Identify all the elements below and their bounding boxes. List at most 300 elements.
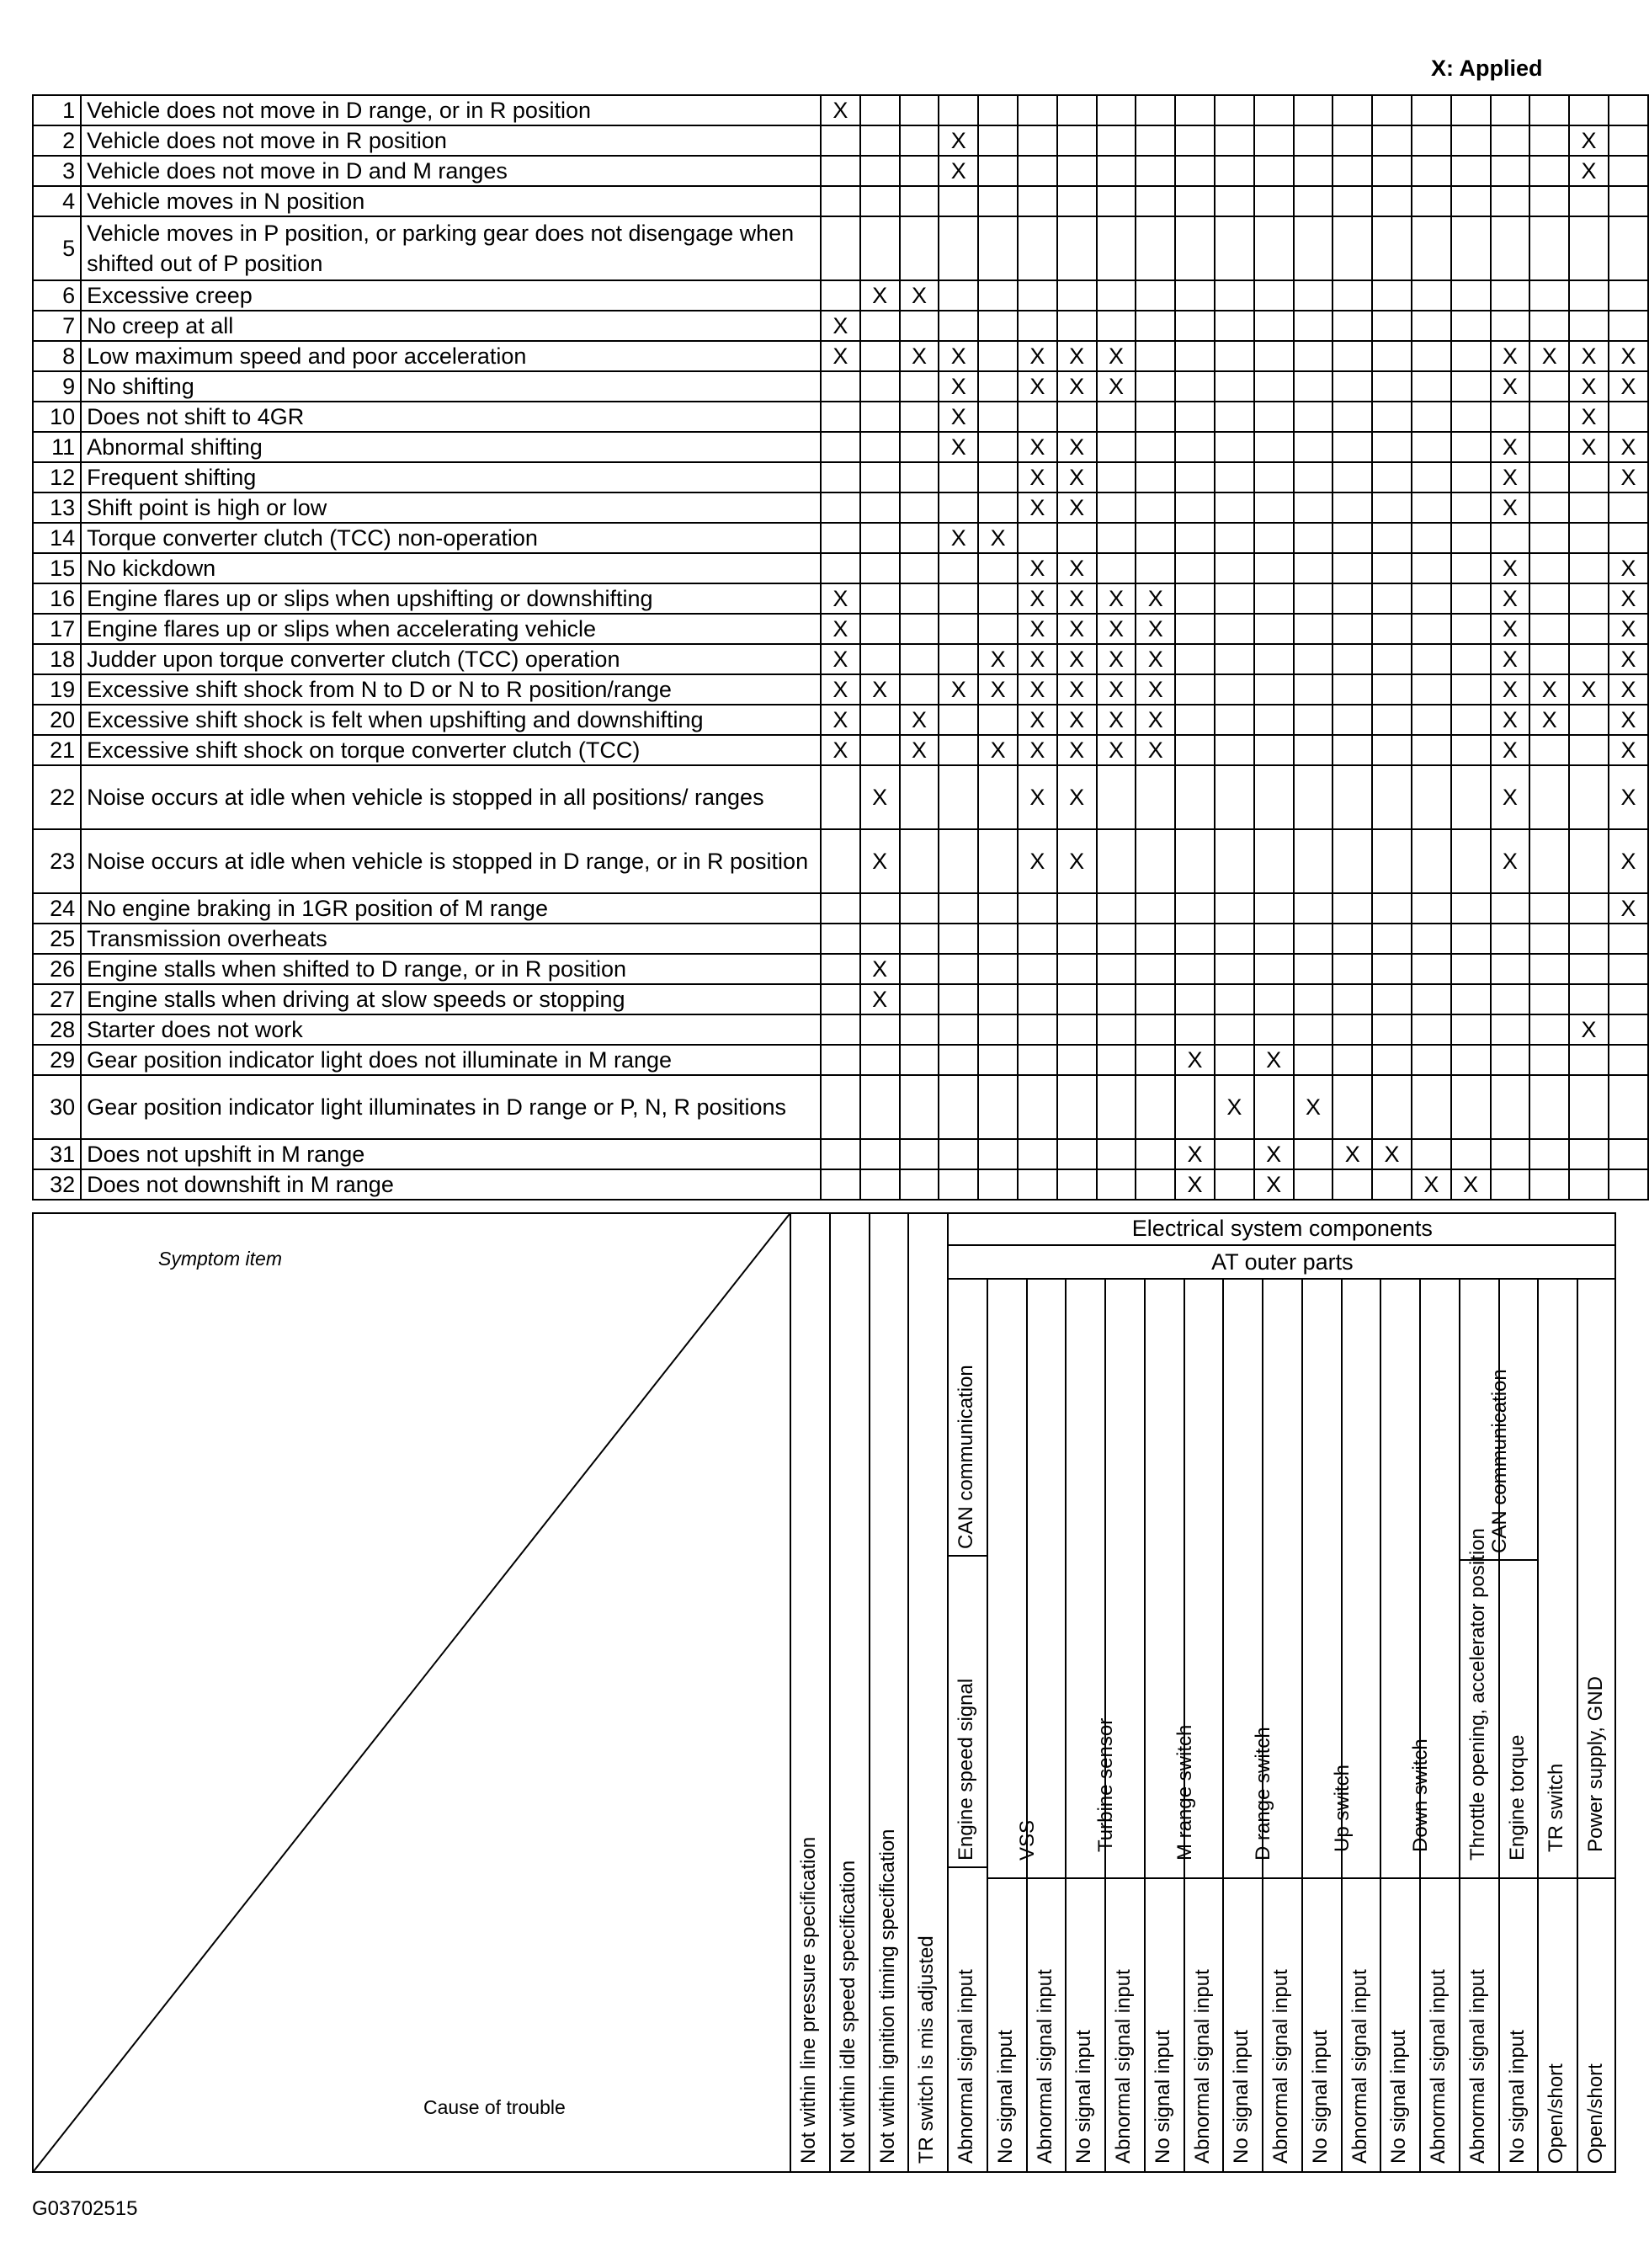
mark-cell: X xyxy=(1609,553,1648,583)
mark-cell xyxy=(1215,371,1254,402)
mark-cell xyxy=(1332,432,1372,462)
mark-cell xyxy=(900,492,939,523)
mark-cell xyxy=(1215,1045,1254,1075)
mark-cell xyxy=(1136,1075,1175,1139)
mark-cell xyxy=(1412,984,1451,1014)
mark-cell xyxy=(900,893,939,924)
mark-cell: X xyxy=(1136,705,1175,735)
mark-cell xyxy=(860,553,900,583)
mark-cell: X xyxy=(1609,674,1648,705)
mark-cell xyxy=(1372,674,1412,705)
mark-cell: X xyxy=(821,644,860,674)
column-divider xyxy=(1026,1280,1028,2173)
mark-cell: X xyxy=(1018,705,1057,735)
mark-cell: X xyxy=(1018,462,1057,492)
row-number: 32 xyxy=(33,1169,81,1200)
col-sub-no-signal-label: No signal input xyxy=(993,2030,1017,2164)
mark-cell: X xyxy=(1569,674,1609,705)
mark-cell xyxy=(1057,1169,1097,1200)
mark-cell: X xyxy=(1057,341,1097,371)
mark-cell xyxy=(1412,432,1451,462)
mark-cell xyxy=(1529,984,1569,1014)
mark-cell xyxy=(860,156,900,186)
mark-cell xyxy=(1215,735,1254,765)
row-number: 27 xyxy=(33,984,81,1014)
table-row xyxy=(33,432,1648,462)
column-divider xyxy=(907,1212,909,2173)
mark-cell xyxy=(1136,432,1175,462)
mark-cell xyxy=(1412,216,1451,280)
mark-cell xyxy=(1529,614,1569,644)
mark-cell xyxy=(1294,311,1333,341)
mark-cell: X xyxy=(1215,1075,1254,1139)
mark-cell: X xyxy=(821,735,860,765)
header-divider xyxy=(1144,1877,1223,1879)
mark-cell: X xyxy=(1018,583,1057,614)
mark-cell: X xyxy=(1136,735,1175,765)
mark-cell: X xyxy=(1057,614,1097,644)
mark-cell: X xyxy=(1097,705,1136,735)
mark-cell xyxy=(1412,371,1451,402)
table-row xyxy=(33,280,1648,311)
mark-cell xyxy=(1372,341,1412,371)
mark-cell xyxy=(939,829,978,893)
mark-cell xyxy=(1097,1075,1136,1139)
mark-cell xyxy=(1372,125,1412,156)
mark-cell xyxy=(1175,735,1215,765)
mark-cell xyxy=(1609,1014,1648,1045)
mark-cell xyxy=(939,705,978,735)
mark-cell xyxy=(1254,216,1294,280)
col-down-switch-label: Down switch xyxy=(1409,1738,1432,1852)
mark-cell: X xyxy=(1491,705,1530,735)
mark-cell xyxy=(939,954,978,984)
mark-cell xyxy=(978,583,1018,614)
mark-cell: X xyxy=(1609,735,1648,765)
mark-cell: X xyxy=(860,829,900,893)
mark-cell xyxy=(1097,311,1136,341)
table-row xyxy=(33,492,1648,523)
symptom-text: Gear position indicator light illuminates in D range or P, N, R positions xyxy=(81,1075,821,1139)
mark-cell xyxy=(1491,125,1530,156)
column-divider xyxy=(1341,1280,1343,2173)
header-divider xyxy=(1577,1877,1616,1879)
symptom-text: Gear position indicator light does not illuminate in M range xyxy=(81,1045,821,1075)
mark-cell xyxy=(1451,371,1491,402)
mark-cell xyxy=(1254,924,1294,954)
mark-cell xyxy=(978,924,1018,954)
mark-cell xyxy=(1136,186,1175,216)
mark-cell xyxy=(1332,1075,1372,1139)
mark-cell xyxy=(978,341,1018,371)
mark-cell xyxy=(1332,186,1372,216)
mark-cell xyxy=(1491,1169,1530,1200)
mark-cell xyxy=(1254,462,1294,492)
mark-cell xyxy=(1018,186,1057,216)
mark-cell xyxy=(1215,984,1254,1014)
mark-cell xyxy=(1215,954,1254,984)
mark-cell: X xyxy=(1569,432,1609,462)
mark-cell xyxy=(1529,1014,1569,1045)
mark-cell xyxy=(1451,583,1491,614)
mark-cell xyxy=(1451,674,1491,705)
mark-cell xyxy=(900,216,939,280)
mark-cell xyxy=(900,954,939,984)
col-sub-open-short-label: Open/short xyxy=(1545,2063,1568,2164)
mark-cell: X xyxy=(1491,829,1530,893)
mark-cell xyxy=(1609,125,1648,156)
header-divider xyxy=(1380,1877,1459,1879)
mark-cell: X xyxy=(1294,1075,1333,1139)
col-can-communication-label: CAN communication xyxy=(955,1365,977,1549)
mark-cell xyxy=(1294,95,1333,125)
mark-cell xyxy=(1018,95,1057,125)
table-row xyxy=(33,765,1648,829)
mark-cell xyxy=(1254,614,1294,644)
col-sub-abnormal-label: Abnormal signal input xyxy=(1348,1969,1371,2164)
mark-cell: X xyxy=(821,705,860,735)
symptom-text: Vehicle does not move in D range, or in R position xyxy=(81,95,821,125)
mark-cell xyxy=(1372,829,1412,893)
mark-cell xyxy=(1175,95,1215,125)
table-row xyxy=(33,614,1648,644)
mark-cell xyxy=(1097,954,1136,984)
mark-cell xyxy=(1569,462,1609,492)
row-number: 19 xyxy=(33,674,81,705)
mark-cell: X xyxy=(900,705,939,735)
mark-cell xyxy=(1372,924,1412,954)
symptom-table xyxy=(32,94,1649,1201)
mark-cell xyxy=(1372,156,1412,186)
mark-cell xyxy=(1215,553,1254,583)
mark-cell xyxy=(939,492,978,523)
table-row xyxy=(33,1139,1648,1169)
mark-cell xyxy=(1609,280,1648,311)
mark-cell xyxy=(1609,1075,1648,1139)
mark-cell: X xyxy=(1136,674,1175,705)
col-line-pressure-label: Not within line pressure specification xyxy=(797,1836,820,2164)
mark-cell xyxy=(1529,186,1569,216)
row-number: 28 xyxy=(33,1014,81,1045)
column-divider xyxy=(947,1212,949,2173)
mark-cell xyxy=(1294,371,1333,402)
mark-cell xyxy=(1254,186,1294,216)
mark-cell xyxy=(1332,95,1372,125)
header-divider xyxy=(947,1866,987,1868)
mark-cell xyxy=(1175,125,1215,156)
mark-cell: X xyxy=(939,523,978,553)
mark-cell xyxy=(939,614,978,644)
mark-cell: X xyxy=(1136,614,1175,644)
mark-cell xyxy=(1254,893,1294,924)
mark-cell xyxy=(1569,954,1609,984)
mark-cell xyxy=(1569,553,1609,583)
mark-cell: X xyxy=(978,735,1018,765)
mark-cell xyxy=(1412,1139,1451,1169)
mark-cell: X xyxy=(1018,765,1057,829)
mark-cell xyxy=(1175,371,1215,402)
mark-cell: X xyxy=(1057,432,1097,462)
mark-cell xyxy=(1215,1014,1254,1045)
mark-cell xyxy=(821,765,860,829)
symptom-text: Vehicle does not move in R position xyxy=(81,125,821,156)
mark-cell xyxy=(860,583,900,614)
mark-cell xyxy=(1018,523,1057,553)
mark-cell xyxy=(821,432,860,462)
mark-cell xyxy=(978,893,1018,924)
mark-cell xyxy=(978,492,1018,523)
mark-cell xyxy=(821,1014,860,1045)
row-number: 5 xyxy=(33,216,81,280)
mark-cell: X xyxy=(1175,1169,1215,1200)
row-number: 20 xyxy=(33,705,81,735)
mark-cell xyxy=(1136,1139,1175,1169)
mark-cell xyxy=(1215,432,1254,462)
mark-cell xyxy=(860,924,900,954)
mark-cell xyxy=(1136,829,1175,893)
mark-cell xyxy=(1215,311,1254,341)
col-tr-switch-label: TR switch xyxy=(1545,1763,1568,1852)
mark-cell xyxy=(1412,1045,1451,1075)
mark-cell: X xyxy=(939,371,978,402)
mark-cell: X xyxy=(1491,462,1530,492)
mark-cell: X xyxy=(1057,735,1097,765)
mark-cell xyxy=(821,893,860,924)
mark-cell: X xyxy=(1175,1045,1215,1075)
mark-cell xyxy=(900,553,939,583)
symptom-text: Vehicle moves in P position, or parking gear does not disengage when shifted out of P position xyxy=(81,216,821,280)
row-number: 7 xyxy=(33,311,81,341)
mark-cell xyxy=(1136,893,1175,924)
mark-cell xyxy=(1372,432,1412,462)
mark-cell xyxy=(1372,186,1412,216)
mark-cell xyxy=(1136,216,1175,280)
table-row xyxy=(33,1045,1648,1075)
table-row xyxy=(33,95,1648,125)
symptom-text: Frequent shifting xyxy=(81,462,821,492)
mark-cell: X xyxy=(1491,614,1530,644)
mark-cell xyxy=(1136,765,1175,829)
mark-cell xyxy=(1057,311,1097,341)
mark-cell xyxy=(1332,1014,1372,1045)
table-row xyxy=(33,954,1648,984)
mark-cell xyxy=(1215,341,1254,371)
mark-cell xyxy=(900,311,939,341)
mark-cell xyxy=(860,644,900,674)
mark-cell xyxy=(860,893,900,924)
mark-cell xyxy=(1569,829,1609,893)
mark-cell xyxy=(1136,1014,1175,1045)
row-number: 10 xyxy=(33,402,81,432)
col-sub-no-signal-label: No signal input xyxy=(1308,2030,1332,2164)
mark-cell xyxy=(1254,984,1294,1014)
mark-cell xyxy=(1215,644,1254,674)
mark-cell xyxy=(860,432,900,462)
mark-cell xyxy=(900,1014,939,1045)
mark-cell xyxy=(860,1169,900,1200)
mark-cell: X xyxy=(1609,614,1648,644)
mark-cell xyxy=(1215,674,1254,705)
mark-cell xyxy=(1294,1169,1333,1200)
mark-cell xyxy=(939,1045,978,1075)
mark-cell xyxy=(1332,829,1372,893)
mark-cell: X xyxy=(1332,1139,1372,1169)
row-number: 31 xyxy=(33,1139,81,1169)
mark-cell xyxy=(1175,280,1215,311)
mark-cell xyxy=(1097,1169,1136,1200)
mark-cell xyxy=(1529,765,1569,829)
mark-cell xyxy=(1294,492,1333,523)
mark-cell: X xyxy=(1018,492,1057,523)
mark-cell xyxy=(1332,462,1372,492)
mark-cell xyxy=(821,1045,860,1075)
mark-cell: X xyxy=(1175,1139,1215,1169)
mark-cell: X xyxy=(1097,614,1136,644)
mark-cell xyxy=(900,644,939,674)
table-row xyxy=(33,984,1648,1014)
mark-cell xyxy=(1529,462,1569,492)
mark-cell xyxy=(1294,1139,1333,1169)
mark-cell xyxy=(1412,644,1451,674)
mark-cell xyxy=(1294,216,1333,280)
mark-cell xyxy=(1491,280,1530,311)
mark-cell xyxy=(1332,735,1372,765)
mark-cell: X xyxy=(939,674,978,705)
column-divider xyxy=(869,1212,870,2173)
mark-cell: X xyxy=(1491,735,1530,765)
mark-cell: X xyxy=(1018,644,1057,674)
mark-cell xyxy=(821,1169,860,1200)
mark-cell xyxy=(1451,1014,1491,1045)
table-row xyxy=(33,735,1648,765)
mark-cell: X xyxy=(860,954,900,984)
mark-cell xyxy=(1332,765,1372,829)
symptom-text: Does not shift to 4GR xyxy=(81,402,821,432)
mark-cell xyxy=(1332,492,1372,523)
col-sub-open-short-label: Open/short xyxy=(1584,2063,1607,2164)
mark-cell xyxy=(1412,1014,1451,1045)
mark-cell xyxy=(860,125,900,156)
mark-cell xyxy=(1451,644,1491,674)
mark-cell: X xyxy=(1412,1169,1451,1200)
mark-cell xyxy=(1412,280,1451,311)
mark-cell xyxy=(1175,674,1215,705)
corner-box xyxy=(32,1212,791,2173)
mark-cell xyxy=(1097,1045,1136,1075)
mark-cell xyxy=(821,462,860,492)
mark-cell xyxy=(1215,1139,1254,1169)
mark-cell xyxy=(1254,553,1294,583)
mark-cell: X xyxy=(1057,462,1097,492)
mark-cell xyxy=(1412,705,1451,735)
mark-cell xyxy=(1609,523,1648,553)
mark-cell xyxy=(939,1075,978,1139)
mark-cell xyxy=(1491,893,1530,924)
mark-cell xyxy=(1451,705,1491,735)
mark-cell xyxy=(1372,311,1412,341)
mark-cell xyxy=(1254,402,1294,432)
mark-cell xyxy=(1057,186,1097,216)
header-divider xyxy=(1222,1877,1301,1879)
mark-cell xyxy=(1136,311,1175,341)
mark-cell xyxy=(821,924,860,954)
mark-cell xyxy=(1294,341,1333,371)
mark-cell xyxy=(1136,1169,1175,1200)
symptom-text: Excessive shift shock is felt when upshifting and downshifting xyxy=(81,705,821,735)
mark-cell xyxy=(1451,735,1491,765)
mark-cell xyxy=(1372,644,1412,674)
mark-cell xyxy=(1175,644,1215,674)
col-can-communication-label: CAN communication xyxy=(1487,1369,1511,1553)
mark-cell xyxy=(1569,644,1609,674)
mark-cell xyxy=(1215,156,1254,186)
mark-cell xyxy=(1175,893,1215,924)
at-outer-parts-header: AT outer parts xyxy=(947,1246,1616,1280)
mark-cell xyxy=(1254,735,1294,765)
mark-cell xyxy=(821,954,860,984)
document-id: G03702515 xyxy=(32,2197,138,2220)
mark-cell xyxy=(1451,1075,1491,1139)
mark-cell xyxy=(1529,954,1569,984)
mark-cell xyxy=(1057,95,1097,125)
mark-cell xyxy=(1136,125,1175,156)
mark-cell xyxy=(860,216,900,280)
mark-cell xyxy=(1372,553,1412,583)
mark-cell xyxy=(1018,954,1057,984)
mark-cell: X xyxy=(1097,674,1136,705)
mark-cell: X xyxy=(1057,765,1097,829)
mark-cell xyxy=(1294,156,1333,186)
mark-cell: X xyxy=(939,156,978,186)
mark-cell xyxy=(1609,954,1648,984)
row-number: 17 xyxy=(33,614,81,644)
mark-cell xyxy=(1097,125,1136,156)
mark-cell xyxy=(1491,1139,1530,1169)
mark-cell: X xyxy=(1018,614,1057,644)
mark-cell xyxy=(1332,583,1372,614)
mark-cell xyxy=(1451,156,1491,186)
mark-cell xyxy=(939,186,978,216)
mark-cell xyxy=(1491,523,1530,553)
mark-cell xyxy=(1294,553,1333,583)
mark-cell: X xyxy=(1018,341,1057,371)
mark-cell xyxy=(1412,1075,1451,1139)
mark-cell xyxy=(1136,462,1175,492)
mark-cell xyxy=(1491,924,1530,954)
col-sub-no-signal-label: No signal input xyxy=(1230,2030,1253,2164)
mark-cell: X xyxy=(939,341,978,371)
mark-cell xyxy=(1609,216,1648,280)
cause-of-trouble-label: Cause of trouble xyxy=(423,2096,566,2118)
mark-cell xyxy=(1569,705,1609,735)
mark-cell: X xyxy=(1491,644,1530,674)
mark-cell xyxy=(1057,1075,1097,1139)
mark-cell xyxy=(1215,1169,1254,1200)
mark-cell xyxy=(1529,311,1569,341)
mark-cell xyxy=(1569,1045,1609,1075)
mark-cell: X xyxy=(1609,829,1648,893)
mark-cell xyxy=(1215,765,1254,829)
column-divider xyxy=(1222,1280,1224,2173)
col-sub-abnormal-label: Abnormal signal input xyxy=(1112,1969,1135,2164)
mark-cell xyxy=(1136,341,1175,371)
mark-cell xyxy=(1254,1014,1294,1045)
mark-cell xyxy=(1254,492,1294,523)
mark-cell xyxy=(1294,614,1333,644)
row-number: 16 xyxy=(33,583,81,614)
mark-cell xyxy=(1254,523,1294,553)
table-row xyxy=(33,125,1648,156)
